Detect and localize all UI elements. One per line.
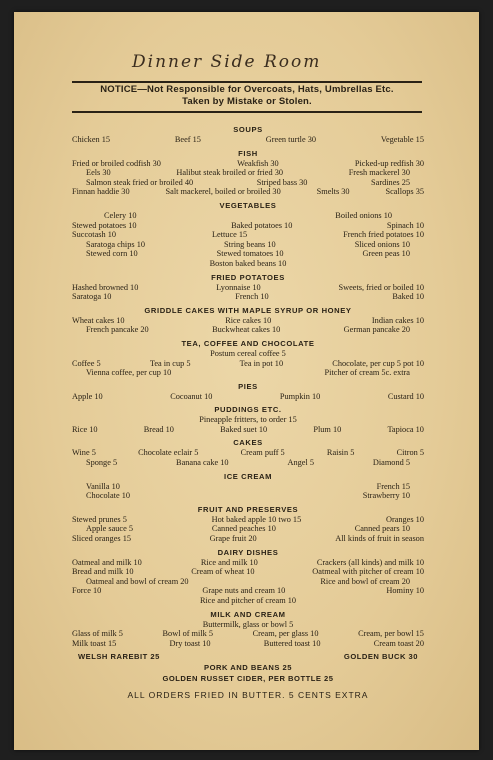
menu-item: Coffee 5 — [72, 358, 101, 368]
menu-item: Saratoga 10 — [72, 292, 112, 302]
menu-item: Postum cereal coffee 5 — [210, 348, 286, 358]
menu-item: Pumpkin 10 — [279, 391, 321, 401]
menu-item: Green turtle 30 — [265, 135, 317, 144]
menu-item: Pitcher of cream 5c. extra — [324, 368, 410, 378]
menu-item: French 15 — [376, 481, 410, 491]
menu-row — [72, 596, 424, 606]
menu-row — [72, 240, 424, 250]
section-heading: VEGETABLES — [219, 200, 277, 210]
section-heading: PUDDINGS ETC. — [214, 405, 282, 415]
menu-row — [72, 629, 424, 639]
notice — [72, 84, 422, 108]
menu-row — [72, 325, 424, 335]
menu-item: Boiled onions 10 — [335, 210, 392, 220]
menu-item: Hot baked apple 10 two 15 — [211, 514, 302, 524]
menu-item: Spinach 10 — [386, 220, 424, 230]
menu-row — [72, 316, 424, 326]
menu-item: Diamond 5 — [372, 458, 410, 468]
menu-item: Chocolate eclair 5 — [138, 448, 199, 458]
menu-item: Buckwheat cakes 10 — [212, 325, 281, 335]
menu-row — [72, 558, 424, 568]
menu-item: Fresh mackerel 30 — [348, 168, 410, 178]
menu-item: Grape fruit 20 — [209, 534, 257, 544]
section-cakes — [72, 437, 424, 467]
menu-row — [72, 159, 424, 169]
menu-content — [72, 124, 424, 684]
menu-item: Finnan haddie 30 — [72, 187, 130, 197]
menu-page — [14, 12, 479, 750]
welsh-rarebit: WELSH RAREBIT 25 — [78, 652, 160, 662]
menu-item: Tea in pot 10 — [239, 358, 284, 368]
menu-title: Dinner Side Room — [132, 52, 322, 72]
menu-item: Lyonnaise 10 — [216, 282, 261, 292]
section-heading: FRIED POTATOES — [211, 272, 285, 282]
section-heading: FISH — [238, 148, 258, 158]
menu-item: Canned pears 10 — [354, 524, 410, 534]
menu-item: Sponge 5 — [86, 458, 118, 468]
menu-item: Tapioca 10 — [387, 424, 424, 434]
menu-item: Oatmeal and bowl of cream 20 — [86, 576, 189, 586]
menu-item: Cream, per bowl 15 — [358, 629, 424, 639]
menu-row — [72, 168, 424, 178]
menu-item: Angel 5 — [287, 458, 314, 468]
menu-item: Canned peaches 10 — [211, 524, 276, 534]
menu-item: Wine 5 — [72, 448, 96, 458]
section-heading: CAKES — [233, 438, 263, 448]
section-soups — [72, 124, 424, 145]
menu-row — [72, 534, 424, 544]
menu-item: Sliced onions 10 — [354, 239, 410, 249]
menu-item: Grape nuts and cream 10 — [202, 586, 286, 596]
menu-item: Chicken 15 — [72, 135, 111, 144]
menu-item: Sweets, fried or boiled 10 — [338, 282, 424, 292]
menu-item: Cream, per glass 10 — [252, 629, 319, 639]
menu-row — [72, 392, 424, 402]
menu-row — [72, 249, 424, 259]
menu-row — [72, 415, 424, 425]
menu-item: Vegetable 15 — [380, 135, 424, 144]
section-fish — [72, 148, 424, 197]
menu-item: Bread and milk 10 — [72, 567, 134, 577]
menu-item: Lettuce 15 — [211, 230, 248, 240]
menu-item: Baked potatoes 10 — [231, 220, 293, 230]
menu-item: Stewed tomatoes 10 — [216, 249, 284, 259]
section-heading: MILK AND CREAM — [210, 609, 286, 619]
section-heading: SOUPS — [233, 125, 263, 134]
menu-item: Boston baked beans 10 — [209, 258, 287, 268]
menu-item: Vienna coffee, per cup 10 — [86, 368, 172, 378]
menu-item: Oatmeal with pitcher of cream 10 — [312, 567, 424, 577]
menu-row — [72, 448, 424, 458]
menu-row — [72, 230, 424, 240]
menu-item: French pancake 20 — [86, 325, 149, 335]
menu-item: Milk toast 15 — [72, 638, 117, 648]
menu-item: Indian cakes 10 — [371, 315, 424, 325]
menu-row — [72, 515, 424, 525]
footer-note: ALL ORDERS FRIED IN BUTTER. 5 CENTS EXTRA — [127, 690, 369, 700]
menu-item: Celery 10 — [104, 210, 137, 220]
menu-item: Rice 10 — [72, 424, 98, 434]
menu-item: Rice and pitcher of cream 10 — [199, 596, 297, 605]
menu-item: Cream of wheat 10 — [191, 567, 255, 577]
menu-row — [72, 639, 424, 649]
menu-item: Sardines 25 — [371, 177, 410, 187]
menu-item: Smelts 30 — [316, 187, 350, 197]
menu-item: Oatmeal and milk 10 — [72, 557, 142, 567]
menu-item: Hashed browned 10 — [72, 282, 139, 292]
menu-row — [72, 524, 424, 534]
menu-item: Tea in cup 5 — [149, 358, 191, 368]
menu-item: Vanilla 10 — [86, 481, 120, 491]
menu-item: Buttermilk, glass or bowl 5 — [202, 619, 294, 629]
menu-item: German pancake 20 — [343, 325, 410, 335]
top-rule — [72, 81, 422, 83]
section-ice-cream — [72, 471, 424, 501]
menu-item: Glass of milk 5 — [72, 629, 123, 639]
section-heading: DAIRY DISHES — [217, 547, 279, 557]
section-puddings-etc — [72, 404, 424, 434]
bottom-rule — [72, 111, 422, 113]
menu-item: Raisin 5 — [326, 448, 355, 458]
menu-item: Cream toast 20 — [373, 638, 424, 648]
menu-item: Rice and bowl of cream 20 — [320, 576, 410, 586]
menu-row — [72, 187, 424, 197]
menu-item: Bread 10 — [143, 424, 174, 434]
menu-row — [72, 491, 424, 501]
section-heading: ICE CREAM — [223, 471, 272, 481]
notice-line-2: Taken by Mistake or Stolen. — [182, 96, 312, 107]
golden-buck: GOLDEN BUCK 30 — [343, 652, 418, 662]
menu-item: Force 10 — [72, 586, 102, 596]
menu-item: Rice and milk 10 — [200, 557, 258, 567]
menu-item: Apple 10 — [72, 391, 103, 401]
menu-item: Salt mackerel, boiled or broiled 30 — [165, 187, 281, 197]
menu-item: Striped bass 30 — [256, 177, 308, 187]
menu-row — [72, 359, 424, 369]
menu-row — [72, 482, 424, 492]
menu-item: Strawberry 10 — [362, 491, 410, 501]
menu-item: Cocoanut 10 — [170, 391, 213, 401]
menu-item: Dry toast 10 — [169, 638, 211, 648]
section-fruit-and-preserves — [72, 504, 424, 544]
section-heading: PIES — [238, 381, 258, 391]
menu-item: Baked suet 10 — [220, 424, 268, 434]
menu-row — [72, 577, 424, 587]
menu-item: Pineapple fritters, to order 15 — [199, 415, 297, 425]
menu-row — [72, 135, 424, 145]
menu-row — [72, 178, 424, 188]
menu-item: Sliced oranges 15 — [72, 534, 131, 544]
menu-item: Buttered toast 10 — [263, 638, 321, 648]
menu-row — [72, 368, 424, 378]
section-pies — [72, 381, 424, 402]
menu-item: Stewed corn 10 — [86, 249, 138, 259]
section-tea-coffee-and-chocolate — [72, 338, 424, 378]
menu-row — [72, 458, 424, 468]
section-heading: GRIDDLE CAKES WITH MAPLE SYRUP OR HONEY — [144, 305, 352, 315]
menu-item: Succotash 10 — [72, 230, 117, 240]
pork-and-beans: PORK AND BEANS 25 — [204, 663, 292, 673]
menu-item: Plum 10 — [313, 424, 342, 434]
menu-row — [72, 221, 424, 231]
golden-russet-cider: GOLDEN RUSSET CIDER, PER BOTTLE 25 — [162, 674, 334, 684]
menu-row — [72, 349, 424, 359]
menu-row — [72, 425, 424, 435]
menu-item: Hominy 10 — [386, 586, 424, 596]
menu-item: Bowl of milk 5 — [162, 629, 213, 639]
section-milk-and-cream — [72, 609, 424, 649]
menu-item: Crackers (all kinds) and milk 10 — [316, 557, 424, 567]
menu-item: French 10 — [235, 292, 269, 302]
section-fried-potatoes — [72, 272, 424, 302]
section-heading: FRUIT AND PRESERVES — [197, 504, 299, 514]
menu-row — [72, 292, 424, 302]
menu-item: Weakfish 30 — [237, 158, 279, 168]
section-dairy-dishes — [72, 547, 424, 606]
specials-row — [72, 651, 424, 662]
menu-row — [72, 586, 424, 596]
menu-item: French fried potatoes 10 — [343, 230, 424, 240]
menu-row — [72, 211, 424, 221]
menu-item: Custard 10 — [387, 391, 424, 401]
menu-item: Scallops 35 — [385, 187, 424, 197]
menu-item: Chocolate 10 — [86, 491, 131, 501]
menu-item: Green peas 10 — [362, 249, 410, 259]
menu-item: Fried or broiled codfish 30 — [72, 158, 161, 168]
notice-line-1: NOTICE—Not Responsible for Overcoats, Hats, Umbrellas Etc. — [100, 84, 394, 95]
menu-item: Apple sauce 5 — [86, 524, 133, 534]
menu-item: String beans 10 — [224, 239, 276, 249]
menu-item: Eels 30 — [86, 168, 111, 178]
menu-item: Baked 10 — [392, 292, 424, 302]
section-heading: TEA, COFFEE AND CHOCOLATE — [181, 338, 315, 348]
menu-item: Salmon steak fried or broiled 40 — [86, 177, 194, 187]
menu-item: Saratoga chips 10 — [86, 239, 145, 249]
menu-row — [72, 567, 424, 577]
menu-item: Rice cakes 10 — [225, 315, 272, 325]
menu-item: Oranges 10 — [385, 514, 424, 524]
menu-item: Beef 15 — [174, 135, 201, 144]
menu-item: Citron 5 — [396, 448, 424, 458]
menu-row — [72, 283, 424, 293]
menu-item: Banana cake 10 — [176, 458, 229, 468]
menu-row — [72, 620, 424, 630]
section-griddle-cakes-with-maple-syrup-or-honey — [72, 305, 424, 335]
menu-item: All kinds of fruit in season — [335, 534, 424, 544]
menu-row — [72, 259, 424, 269]
section-vegetables — [72, 200, 424, 269]
menu-item: Chocolate, per cup 5 pot 10 — [332, 358, 424, 368]
menu-item: Stewed prunes 5 — [72, 514, 127, 524]
menu-item: Halibut steak broiled or fried 30 — [176, 168, 284, 178]
menu-item: Cream puff 5 — [240, 448, 285, 458]
menu-item: Picked-up redfish 30 — [354, 158, 424, 168]
menu-item: Stewed potatoes 10 — [72, 220, 137, 230]
menu-item: Wheat cakes 10 — [72, 315, 125, 325]
